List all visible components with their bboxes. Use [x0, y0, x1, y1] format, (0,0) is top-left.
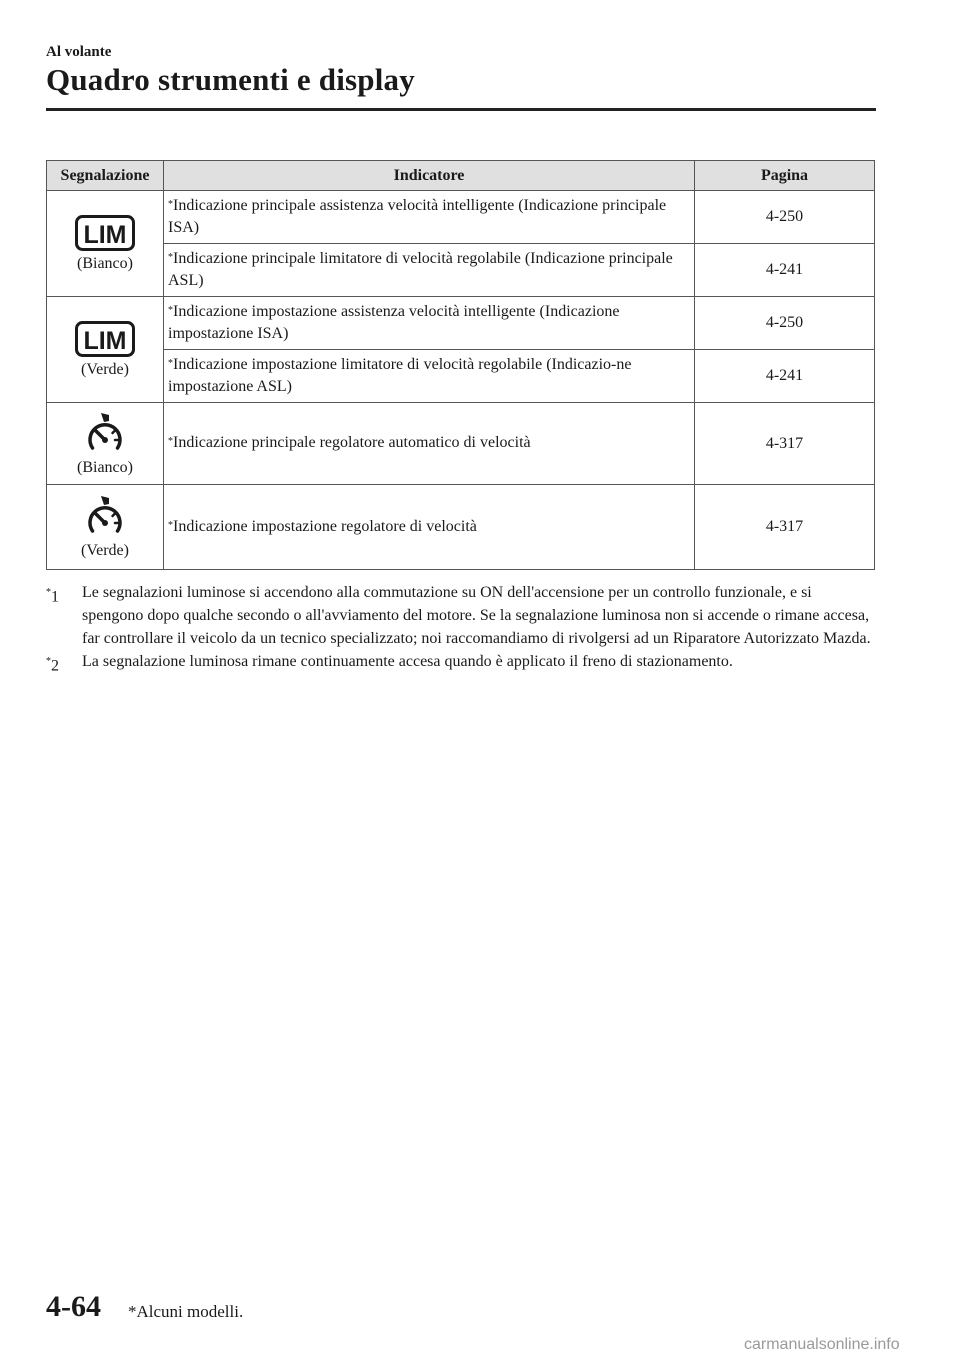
- indicator-description: [164, 191, 695, 244]
- indicator-description: [164, 350, 695, 403]
- header-signal: Segnalazione: [47, 161, 164, 191]
- page-reference: 4-250: [695, 297, 875, 350]
- table-row: [47, 350, 875, 403]
- indicator-text: Indicazione impostazione limitatore di velocità regolabile (Indicazio-ne impostazione ASL): [168, 355, 632, 395]
- footnote-text: La segnalazione luminosa rimane continuamente accesa quando è applicato il freno di stazionamento.: [82, 653, 733, 670]
- cruise-control-icon: [47, 494, 163, 538]
- indicator-description: [164, 297, 695, 350]
- table-row: [47, 403, 875, 485]
- cruise-control-icon: [47, 411, 163, 455]
- footnote: [46, 581, 876, 650]
- lim-icon-text: LIM: [83, 326, 127, 355]
- indicator-text: Indicazione impostazione regolatore di velocità: [173, 517, 477, 535]
- footnote-star: *: [168, 357, 173, 369]
- footnote-marker: *1: [46, 587, 59, 606]
- footnote-star: *: [168, 198, 173, 210]
- footnote-star: *: [168, 436, 173, 447]
- indicator-table: [46, 160, 875, 570]
- footnote-star: *: [168, 519, 173, 531]
- page-reference: 4-241: [695, 244, 875, 297]
- title-divider: [46, 108, 876, 111]
- signal-cell: [47, 297, 164, 403]
- page-number: 4-64: [46, 1290, 101, 1323]
- indicator-text: Indicazione impostazione assistenza velocità intelligente (Indicazione impostazione ISA): [168, 302, 620, 342]
- signal-color-label: (Bianco): [77, 254, 133, 272]
- footnote-star: *: [168, 251, 173, 263]
- lim-icon-text: LIM: [83, 220, 127, 249]
- signal-color-label: (Bianco): [77, 458, 133, 476]
- signal-color-label: (Verde): [81, 360, 129, 378]
- indicator-description: [164, 485, 695, 570]
- table-header-row: [47, 161, 875, 191]
- footnote-star: *: [168, 304, 173, 316]
- page-reference: 4-317: [695, 485, 875, 570]
- signal-cell: [47, 403, 164, 485]
- indicator-description: [164, 403, 695, 485]
- signal-color-label: (Verde): [81, 542, 129, 559]
- lim-icon: [47, 215, 163, 251]
- indicator-text: Indicazione principale assistenza velocità intelligente (Indicazione principale ISA): [168, 196, 667, 236]
- indicator-text: Indicazione principale limitatore di velocità regolabile (Indicazione principale ASL): [168, 249, 673, 289]
- watermark: carmanualsonline.info: [744, 1336, 900, 1353]
- table-row: [47, 191, 875, 244]
- table-row: [47, 485, 875, 570]
- page-reference: 4-241: [695, 350, 875, 403]
- table-row: [47, 297, 875, 350]
- page-reference: 4-250: [695, 191, 875, 244]
- section-label: Al volante: [46, 44, 112, 60]
- footer-note: *Alcuni modelli.: [128, 1302, 244, 1321]
- signal-cell: [47, 485, 164, 570]
- page-title: Quadro strumenti e display: [46, 62, 415, 97]
- header-indicator: Indicatore: [164, 161, 695, 191]
- page-reference: 4-317: [695, 403, 875, 485]
- footnotes: [46, 581, 876, 673]
- table-row: [47, 244, 875, 297]
- signal-cell: [47, 191, 164, 297]
- header-page: Pagina: [695, 161, 875, 191]
- lim-icon: [47, 321, 163, 357]
- footnote: [46, 650, 876, 673]
- footnote-marker: *2: [46, 656, 59, 675]
- indicator-description: [164, 244, 695, 297]
- footnote-text: Le segnalazioni luminose si accendono alla commutazione su ON dell'accensione per un controllo funzionale, e si spengono dopo qualche secondo o all'avviamento del motore. Se la segnalazione luminosa non si accende o rimane accesa, far controllare il veicolo da un tecnico specializzato; noi raccomandiamo di rivolgersi ad un Riparatore Autorizzato Mazda.: [82, 584, 871, 647]
- indicator-text: Indicazione principale regolatore automatico di velocità: [173, 434, 531, 451]
